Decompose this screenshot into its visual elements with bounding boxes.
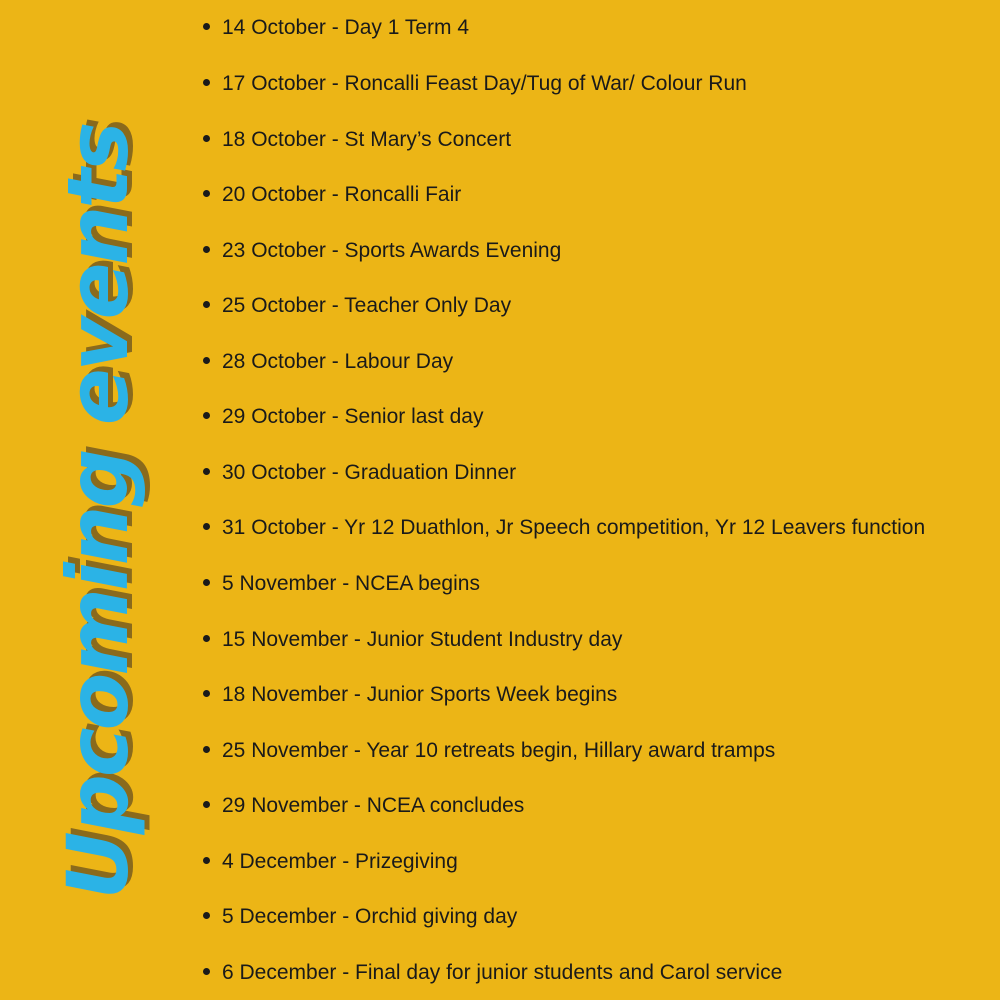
event-text: 23 October - Sports Awards Evening xyxy=(222,239,562,262)
event-text: 25 October - Teacher Only Day xyxy=(222,294,512,317)
list-item xyxy=(200,906,517,927)
list-item xyxy=(200,351,453,372)
event-text: 6 December - Final day for junior students and Carol service xyxy=(222,961,783,984)
bullet-icon xyxy=(203,635,210,642)
bullet-icon xyxy=(203,79,210,86)
list-item xyxy=(200,629,622,650)
event-text: 4 December - Prizegiving xyxy=(222,850,458,873)
event-text: 28 October - Labour Day xyxy=(222,350,454,373)
list-item xyxy=(200,295,511,316)
event-text: 18 November - Junior Sports Week begins xyxy=(222,683,618,706)
bullet-icon xyxy=(203,523,210,530)
event-text: 25 November - Year 10 retreats begin, Hillary award tramps xyxy=(222,739,776,762)
list-item xyxy=(200,129,511,150)
event-text: 18 October - St Mary’s Concert xyxy=(222,128,512,151)
list-item xyxy=(200,240,561,261)
bullet-icon xyxy=(203,468,210,475)
event-text: 5 November - NCEA begins xyxy=(222,572,480,595)
event-text: 31 October - Yr 12 Duathlon, Jr Speech competition, Yr 12 Leavers function xyxy=(222,516,926,539)
list-item xyxy=(200,795,524,816)
bullet-icon xyxy=(203,968,210,975)
list-item xyxy=(200,517,925,538)
event-text: 29 November - NCEA concludes xyxy=(222,794,525,817)
page-title: Upcoming events xyxy=(49,124,147,900)
list-item xyxy=(200,573,480,594)
bullet-icon xyxy=(203,579,210,586)
bullet-icon xyxy=(203,746,210,753)
event-text: 17 October - Roncalli Feast Day/Tug of War/ Colour Run xyxy=(222,72,747,95)
bullet-icon xyxy=(203,690,210,697)
bullet-icon xyxy=(203,857,210,864)
bullet-icon xyxy=(203,301,210,308)
list-item xyxy=(200,740,775,761)
list-item xyxy=(200,851,458,872)
list-item xyxy=(200,73,747,94)
list-item xyxy=(200,462,516,483)
bullet-icon xyxy=(203,912,210,919)
bullet-icon xyxy=(203,190,210,197)
bullet-icon xyxy=(203,357,210,364)
event-text: 5 December - Orchid giving day xyxy=(222,905,518,928)
list-item xyxy=(200,17,469,38)
bullet-icon xyxy=(203,412,210,419)
event-text: 14 October - Day 1 Term 4 xyxy=(222,16,470,39)
bullet-icon xyxy=(203,246,210,253)
bullet-icon xyxy=(203,801,210,808)
list-item xyxy=(200,184,461,205)
bullet-icon xyxy=(203,23,210,30)
list-item xyxy=(200,406,483,427)
event-text: 15 November - Junior Student Industry day xyxy=(222,628,623,651)
event-text: 20 October - Roncalli Fair xyxy=(222,183,462,206)
event-text: 30 October - Graduation Dinner xyxy=(222,461,517,484)
bullet-icon xyxy=(203,135,210,142)
list-item xyxy=(200,684,617,705)
list-item xyxy=(200,962,782,983)
event-text: 29 October - Senior last day xyxy=(222,405,484,428)
title-panel xyxy=(0,0,190,1000)
